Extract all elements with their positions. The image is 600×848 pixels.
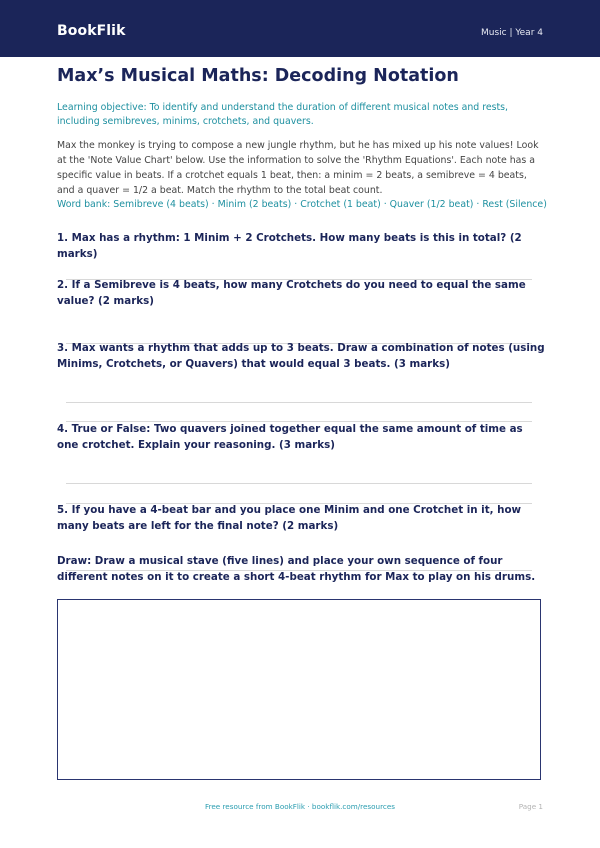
question-1: 1. Max has a rhythm: 1 Minim + 2 Crotchets. How many beats is this in total? (2 marks) — [57, 232, 522, 260]
question-3: 3. Max wants a rhythm that adds up to 3 beats. Draw a combination of notes (using Minims, Crotchets, or Quavers) that would equal 3 beats. (3 marks) — [57, 342, 545, 370]
learning-objective: Learning objective: To identify and understand the duration of different musical notes and rests, including semibreves, minims, crotchets, and quavers. — [57, 102, 509, 127]
page-number: Page 1 — [518, 802, 543, 811]
answer-line[interactable] — [66, 483, 532, 484]
word-bank: Word bank: Semibreve (4 beats) · Minim (2 beats) · Crotchet (1 beat) · Quaver (1/2 beat) · Rest (Silence) — [57, 199, 547, 210]
intro-text: Max the monkey is trying to compose a new jungle rhythm, but he has mixed up his note values! Look at the 'Note Value Chart' below. Use the information to solve the 'Rhythm Equations'. Each note has a specific value in beats. If a crotchet equals 1 beat, then: a minim = 2 beats, a semibreve = 4 beats, and a quaver = 1/2 a beat. Match the rhythm to the total beat count. — [57, 140, 539, 196]
header-bar — [0, 0, 600, 57]
question-4: 4. True or False: Two quavers joined together equal the same amount of time as one crotchet. Explain your reasoning. (3 marks) — [57, 423, 523, 451]
draw-task: Draw: Draw a musical stave (five lines) and place your own sequence of four different notes on it to create a short 4-beat rhythm for Max to play on his drums. — [57, 555, 536, 583]
footer-resource[interactable]: Free resource from BookFlik · bookflik.com/resources — [204, 802, 396, 811]
question-5: 5. If you have a 4-beat bar and you place one Minim and one Crotchet in it, how many beats are left for the final note? (2 marks) — [57, 504, 522, 532]
page-title: Max’s Musical Maths: Decoding Notation — [57, 66, 459, 86]
question-2: 2. If a Semibreve is 4 beats, how many Crotchets do you need to equal the same value? (2 marks) — [57, 279, 526, 307]
drawing-box[interactable] — [57, 599, 541, 780]
subject-label: Music | Year 4 — [480, 28, 543, 38]
brand-logo[interactable]: BookFlik — [57, 23, 126, 39]
answer-line[interactable] — [66, 402, 532, 403]
